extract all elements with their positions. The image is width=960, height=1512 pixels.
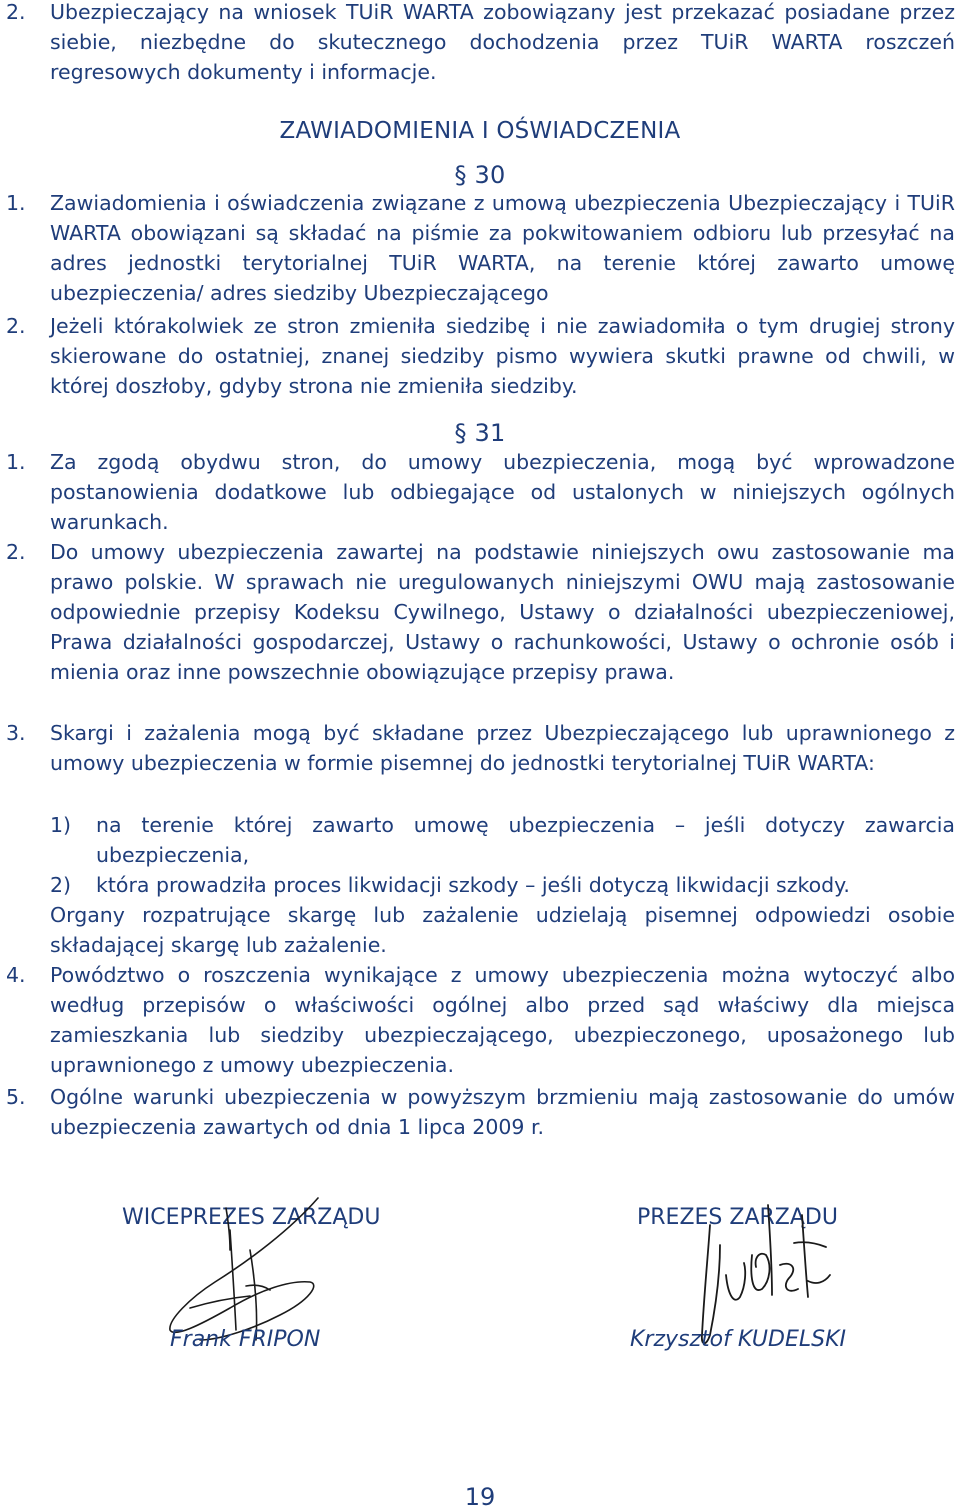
item-number: 1. <box>6 191 26 215</box>
item-text: Jeżeli którakolwiek ze stron zmieniła siedzibę i nie zawiadomiła o tym drugiej strony skierowane do ostatniej, znanej siedziby pismo wywiera skutki prawne od chwili, w której doszłoby, gdyby strona nie zmieniła siedziby. <box>50 314 955 398</box>
section-31-item-2 <box>0 537 955 717</box>
item-number: 5. <box>6 1085 26 1109</box>
item-number: 3. <box>6 721 26 745</box>
left-signatory-name: Frank FRIPON <box>170 1327 321 1352</box>
item-number: 2. <box>6 540 26 564</box>
item-number: 2. <box>6 314 26 338</box>
item-text: Zawiadomienia i oświadczenia związane z umową ubezpieczenia Ubezpieczający i TUiR WARTA obowiązani są składać na piśmie za pokwitowaniem odbioru lub przesyłać na adres jednostki terytorialnej TUiR WARTA, na terenie której zawarto umowę ubezpieczenia/ adres siedziby Ubezpieczającego <box>50 191 955 305</box>
item-text: Ogólne warunki ubezpieczenia w powyższym brzmieniu mają zastosowanie do umów ubezpieczenia zawartych od dnia 1 lipca 2009 r. <box>50 1085 955 1139</box>
section-30-item-2 <box>0 311 955 403</box>
section-heading: ZAWIADOMIENIA I OŚWIADCZENIA <box>279 118 681 144</box>
section-29-item-2 <box>0 0 955 87</box>
subitem-number: 1) <box>50 813 72 837</box>
item-number: 2. <box>6 0 26 24</box>
section-31-item-5 <box>0 1082 955 1142</box>
closing-text: Organy rozpatrujące skargę lub zażalenie udzielają pisemnej odpowiedzi osobie składającej skargę lub zażalenie. <box>50 903 955 957</box>
section-31-item-3 <box>0 718 955 808</box>
page-number: 19 <box>464 1483 496 1511</box>
item-text: Powództwo o roszczenia wynikające z umowy ubezpieczenia można wytoczyć albo według przepisów o właściwości ogólnej albo przed sąd właściwy dla miejsca zamieszkania lub siedziby ubezpieczającego, ubezpieczonego, uposażonego lub uprawnionego z umowy ubezpieczenia. <box>50 963 955 1077</box>
section-31-item-3-closing <box>50 900 955 960</box>
item-text: Do umowy ubezpieczenia zawartej na podstawie niniejszych owu zastosowanie ma prawo polskie. W sprawach nie uregulowanych niniejszymi OWU mają zastosowanie odpowiednie przepisy Kodeksu Cywilnego, Ustawy o działalności ubezpieczeniowej, Prawa działalności gospodarczej, Ustawy o rachunkowości, Ustawy o ochronie osób i mienia oraz inne powszechnie obowiązujące przepisy prawa. <box>50 540 955 684</box>
right-signatory-role: PREZES ZARZĄDU <box>637 1205 838 1230</box>
section-30-item-1 <box>0 188 955 308</box>
section-31-item-3-subitem-2 <box>50 870 955 900</box>
section-31-item-3-subitem-1 <box>50 810 955 870</box>
paragraph-30-title: § 30 <box>454 161 506 189</box>
paragraph-31-title: § 31 <box>454 419 506 447</box>
item-number: 4. <box>6 963 26 987</box>
right-signatory-name: Krzysztof KUDELSKI <box>630 1327 846 1352</box>
item-number: 1. <box>6 450 26 474</box>
subitem-text: która prowadziła proces likwidacji szkody – jeśli dotyczą likwidacji szkody. <box>96 873 850 897</box>
item-text: Za zgodą obydwu stron, do umowy ubezpieczenia, mogą być wprowadzone postanowienia dodatkowe lub odbiegające od ustalonych w niniejszych ogólnych warunkach. <box>50 450 955 534</box>
item-text: Skargi i zażalenia mogą być składane przez Ubezpieczającego lub uprawnionego z umowy ubezpieczenia w formie pisemnej do jednostki terytorialnej TUiR WARTA: <box>50 721 955 775</box>
left-signatory-role: WICEPREZES ZARZĄDU <box>122 1205 381 1230</box>
subitem-text: na terenie której zawarto umowę ubezpieczenia – jeśli dotyczy zawarcia ubezpieczenia, <box>96 813 955 867</box>
subitem-number: 2) <box>50 873 72 897</box>
section-31-item-4 <box>0 960 955 1080</box>
item-text: Ubezpieczający na wniosek TUiR WARTA zobowiązany jest przekazać posiadane przez siebie, niezbędne do skutecznego dochodzenia przez TUiR WARTA roszczeń regresowych dokumenty i informacje. <box>50 0 955 84</box>
section-31-item-1 <box>0 447 955 537</box>
